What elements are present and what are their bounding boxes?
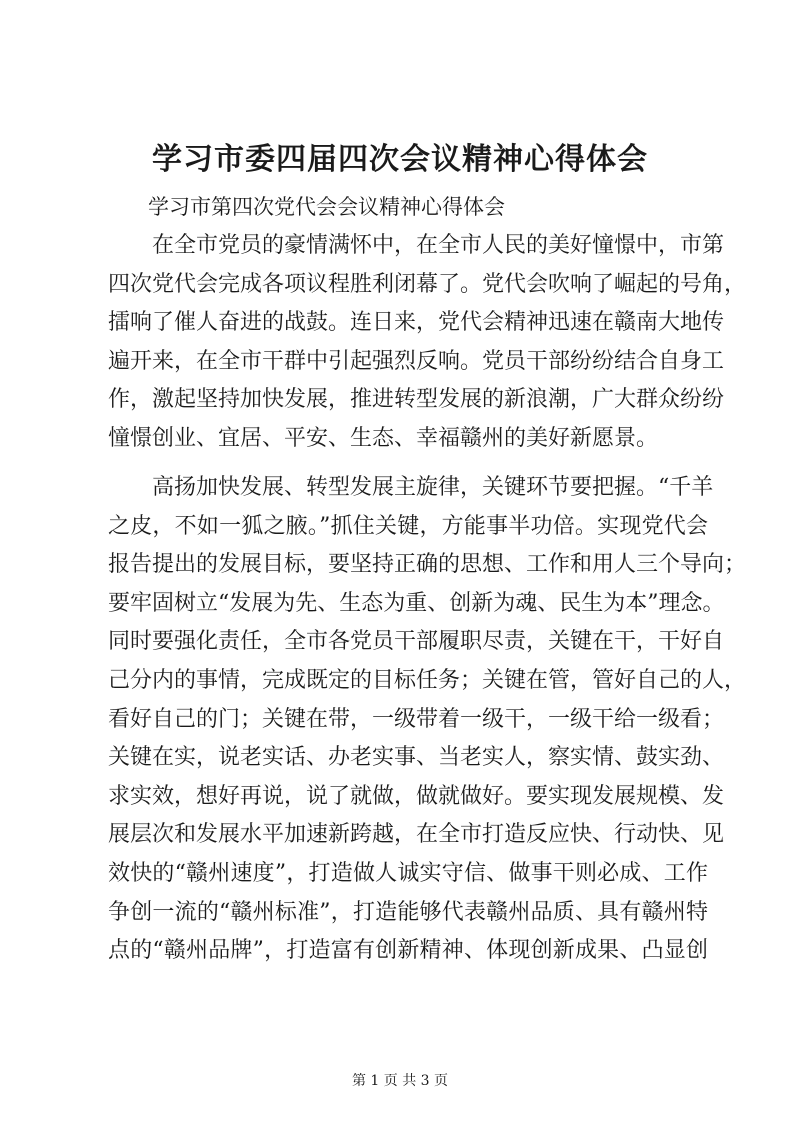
paragraph-line: 擂响了催人奋进的战鼓。连日来，党代会精神迅速在赣南大地传 xyxy=(108,310,725,336)
paragraph-line: 争创一流的“赣州标准”，打造能够代表赣州品质、具有赣州特 xyxy=(108,899,708,925)
page-number-footer: 第 1 页 共 3 页 xyxy=(351,1073,449,1089)
paragraph-line: 遍开来，在全市干群中引起强烈反响。党员干部纷纷结合自身工 xyxy=(108,348,725,374)
document-subtitle: 学习市第四次党代会会议精神心得体会 xyxy=(148,195,505,219)
paragraph-line: 看好自己的门；关键在带，一级带着一级干，一级干给一级看； xyxy=(108,706,725,732)
paragraph-line: 报告提出的发展目标，要坚持正确的思想、工作和用人三个导向； xyxy=(108,552,747,578)
paragraph-line: 作，激起坚持加快发展，推进转型发展的新浪潮，广大群众纷纷 xyxy=(108,387,725,413)
paragraph-line: 点的“赣州品牌”，打造富有创新精神、体现创新成果、凸显创 xyxy=(108,938,708,964)
document-title: 学习市委四届四次会议精神心得体会 xyxy=(152,142,648,177)
paragraph-line: 关键在实，说老实话、办老实事、当老实人，察实情、鼓实劲、 xyxy=(108,745,725,771)
paragraph-line: 求实效，想好再说，说了就做，做就做好。要实现发展规模、发 xyxy=(108,783,725,809)
paragraph-line: 同时要强化责任，全市各党员干部履职尽责，关键在干，干好自 xyxy=(108,629,725,655)
paragraph-line: 展层次和发展水平加速新跨越，在全市打造反应快、行动快、见 xyxy=(108,822,725,848)
paragraph-line: 效快的“赣州速度”，打造做人诚实守信、做事干则必成、工作 xyxy=(108,860,708,886)
paragraph-line: 高扬加快发展、转型发展主旋律，关键环节要把握。“千羊 xyxy=(152,475,714,500)
paragraph-1 xyxy=(108,227,747,459)
paragraph-line: 之皮，不如一狐之腋。”抓住关键，方能事半功倍。实现党代会 xyxy=(108,513,708,539)
paragraph-line: 在全市党员的豪情满怀中，在全市人民的美好憧憬中，市第 xyxy=(152,233,725,258)
paragraph-line: 要牢固树立“发展为先、生态为重、创新为魂、民生为本”理念。 xyxy=(108,590,725,616)
paragraph-line: 四次党代会完成各项议程胜利闭幕了。党代会吹响了崛起的号角， xyxy=(108,271,747,297)
paragraph-line: 憧憬创业、宜居、平安、生态、幸福赣州的美好新愿景。 xyxy=(108,425,659,451)
paragraph-2 xyxy=(108,469,747,971)
paragraph-line: 己分内的事情，完成既定的目标任务；关键在管，管好自己的人， xyxy=(108,667,747,693)
